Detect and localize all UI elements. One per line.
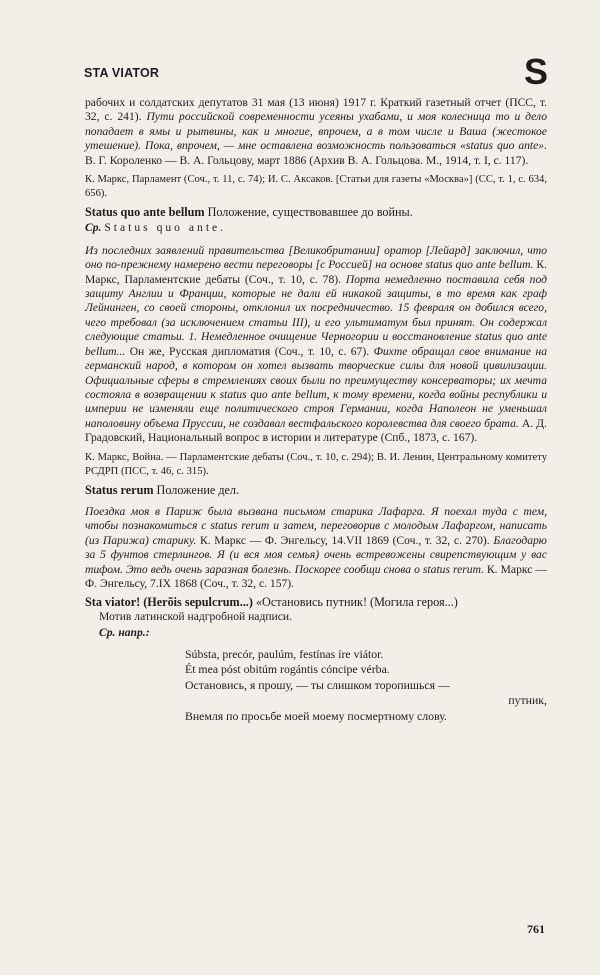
quote-text: Из последних заявлений правительства [Великобритании] оратор [Лейард] заключил, что оно по-прежнему намерено вести переговоры [с Россией] на основе status quo ante bellum. (85, 243, 547, 272)
entry-head (85, 483, 547, 497)
quote-source: К. Маркс, Парламентские дебаты (Соч., т. 10, с. 78). (85, 258, 547, 286)
poem-line: Súbsta, precór, paulúm, festínas íre viátor. (185, 646, 384, 661)
running-head: STA VIATOR (84, 66, 160, 80)
cf-ref: Status quo ante. (104, 221, 227, 235)
section-letter: S (523, 51, 548, 92)
poem-line: Внемля по просьбе моей моему посмертному слову. (185, 708, 447, 723)
cf-label: Ср. (85, 221, 102, 235)
poem-line: Остановись, я прошу, — ты слишком торопишься — (185, 677, 450, 692)
paragraph (85, 96, 547, 168)
text: рабочих и солдатских депутатов 31 мая (13 июня) 1917 г. Краткий газетный отчет (ПСС, т. 32, с. 241). (85, 96, 547, 124)
entry-definition: Положение дел. (156, 482, 240, 497)
entry-definition: Положение, существовавшее до войны. (207, 205, 413, 220)
quote-source: А. Д. Градовский, Национальный вопрос в истории и литературе (Спб., 1873, с. 167). (85, 416, 547, 445)
entry-term: Status quo ante bellum (85, 205, 205, 220)
poem-line: Ét mea póst obitúm rogántis cóncipe vérba. (185, 662, 390, 677)
quote-source: В. Г. Короленко — В. А. Гольцову, март 1886 (Архив В. А. Гольцова. М., 1914, т. I, с. 117). (85, 153, 529, 167)
page-header (84, 51, 548, 96)
quote-text: Благодарю за 5 фунтов стерлингов. Я (и вся моя семья) очень встревожены свирепствующим у вас тифом. Это ведь очень заразная болезнь. Поскорее сообщи снова о status rerum. (85, 533, 547, 576)
poem (185, 647, 547, 725)
sources: К. Маркс, Война. — Парламентские дебаты (Соч., т. 10, с. 294); В. И. Ленин, Центральному комитету РСДРП (ПСС, т. 46, с. 315). (85, 451, 547, 477)
entry-note: Мотив латинской надгробной надписи. (99, 609, 293, 623)
quote-text: Пути российской современности усеяны ухабами, и моя колесница то и дело попадает в ямы и рытвины, как и многие, впрочем, а в том числе и Ваша (жестокое утешение). Пока, впрочем, — мне оставлена возможность пользоваться «status quo ante». (85, 110, 548, 153)
quote-source: Он же, Русская дипломатия (Соч., т. 10, с. 67). (129, 344, 370, 358)
quote-source: К. Маркс — Ф. Энгельсу, 14.VII 1869 (Соч., т. 32, с. 270). (199, 533, 490, 547)
entry-definition: «Остановись путник! (Могила героя...) (255, 595, 458, 610)
cross-ref (85, 221, 547, 235)
cf-label: Ср. напр.: (99, 626, 150, 640)
entry-head (85, 595, 547, 609)
sources: К. Маркс, Парламент (Соч., т. 11, с. 74); И. С. Аксаков. [Статьи для газеты «Москва»] (СС, т. 1, с. 634, 656). (85, 174, 547, 200)
quote-source: К. Маркс — Ф. Энгельсу, 7.IX 1868 (Соч., т. 32, с. 157). (85, 562, 548, 590)
text-column (85, 96, 547, 724)
quotation (85, 244, 547, 446)
cross-ref (99, 626, 547, 640)
page-number: 761 (527, 922, 545, 936)
entry-head (85, 205, 547, 219)
quotation (85, 505, 547, 591)
quote-text: Фихте обращал свое внимание на германский народ, в котором он хотел вызвать творческие силы для новой цивилизации. Официальные сферы в стремлениях своих были по преимуществу консерваторы; их мечта состояла в возвращении к status quo ante bellum, к тому времени, когда войны республики и империи не изменяли еще политического строя Германии, когда Наполеон не уменьшал наполовину объема Пруссии, не создавал вестфальского королевства для своего брата. (85, 344, 547, 430)
poem-line: путник, (508, 693, 547, 708)
entry-term: Status rerum (85, 482, 154, 497)
quote-text: Порта немедленно поставила себя под защиту Англии и Франции, которые не дали ей никакой защиты, в то время как граф Лейнинген, со своей стороны, отклонил их посредничество. 15 февраля он добился всего, чего требовал (за исключением статьи III), и его ультиматум был принят. Он содержал следующие статьи. 1. Немедленное очищение Черногории и восстановление status quo ante bellum... (85, 272, 547, 358)
quote-text: Поездка моя в Париж была вызвана письмом старика Лафарга. Я поехал туда с тем, чтобы познакомиться с status rerum и затем, переговорив с молодым Лафаргом, написать (из Парижа) старику. (85, 504, 547, 547)
entry-term: Sta viator! (Herõis sepulcrum...) (85, 595, 253, 610)
